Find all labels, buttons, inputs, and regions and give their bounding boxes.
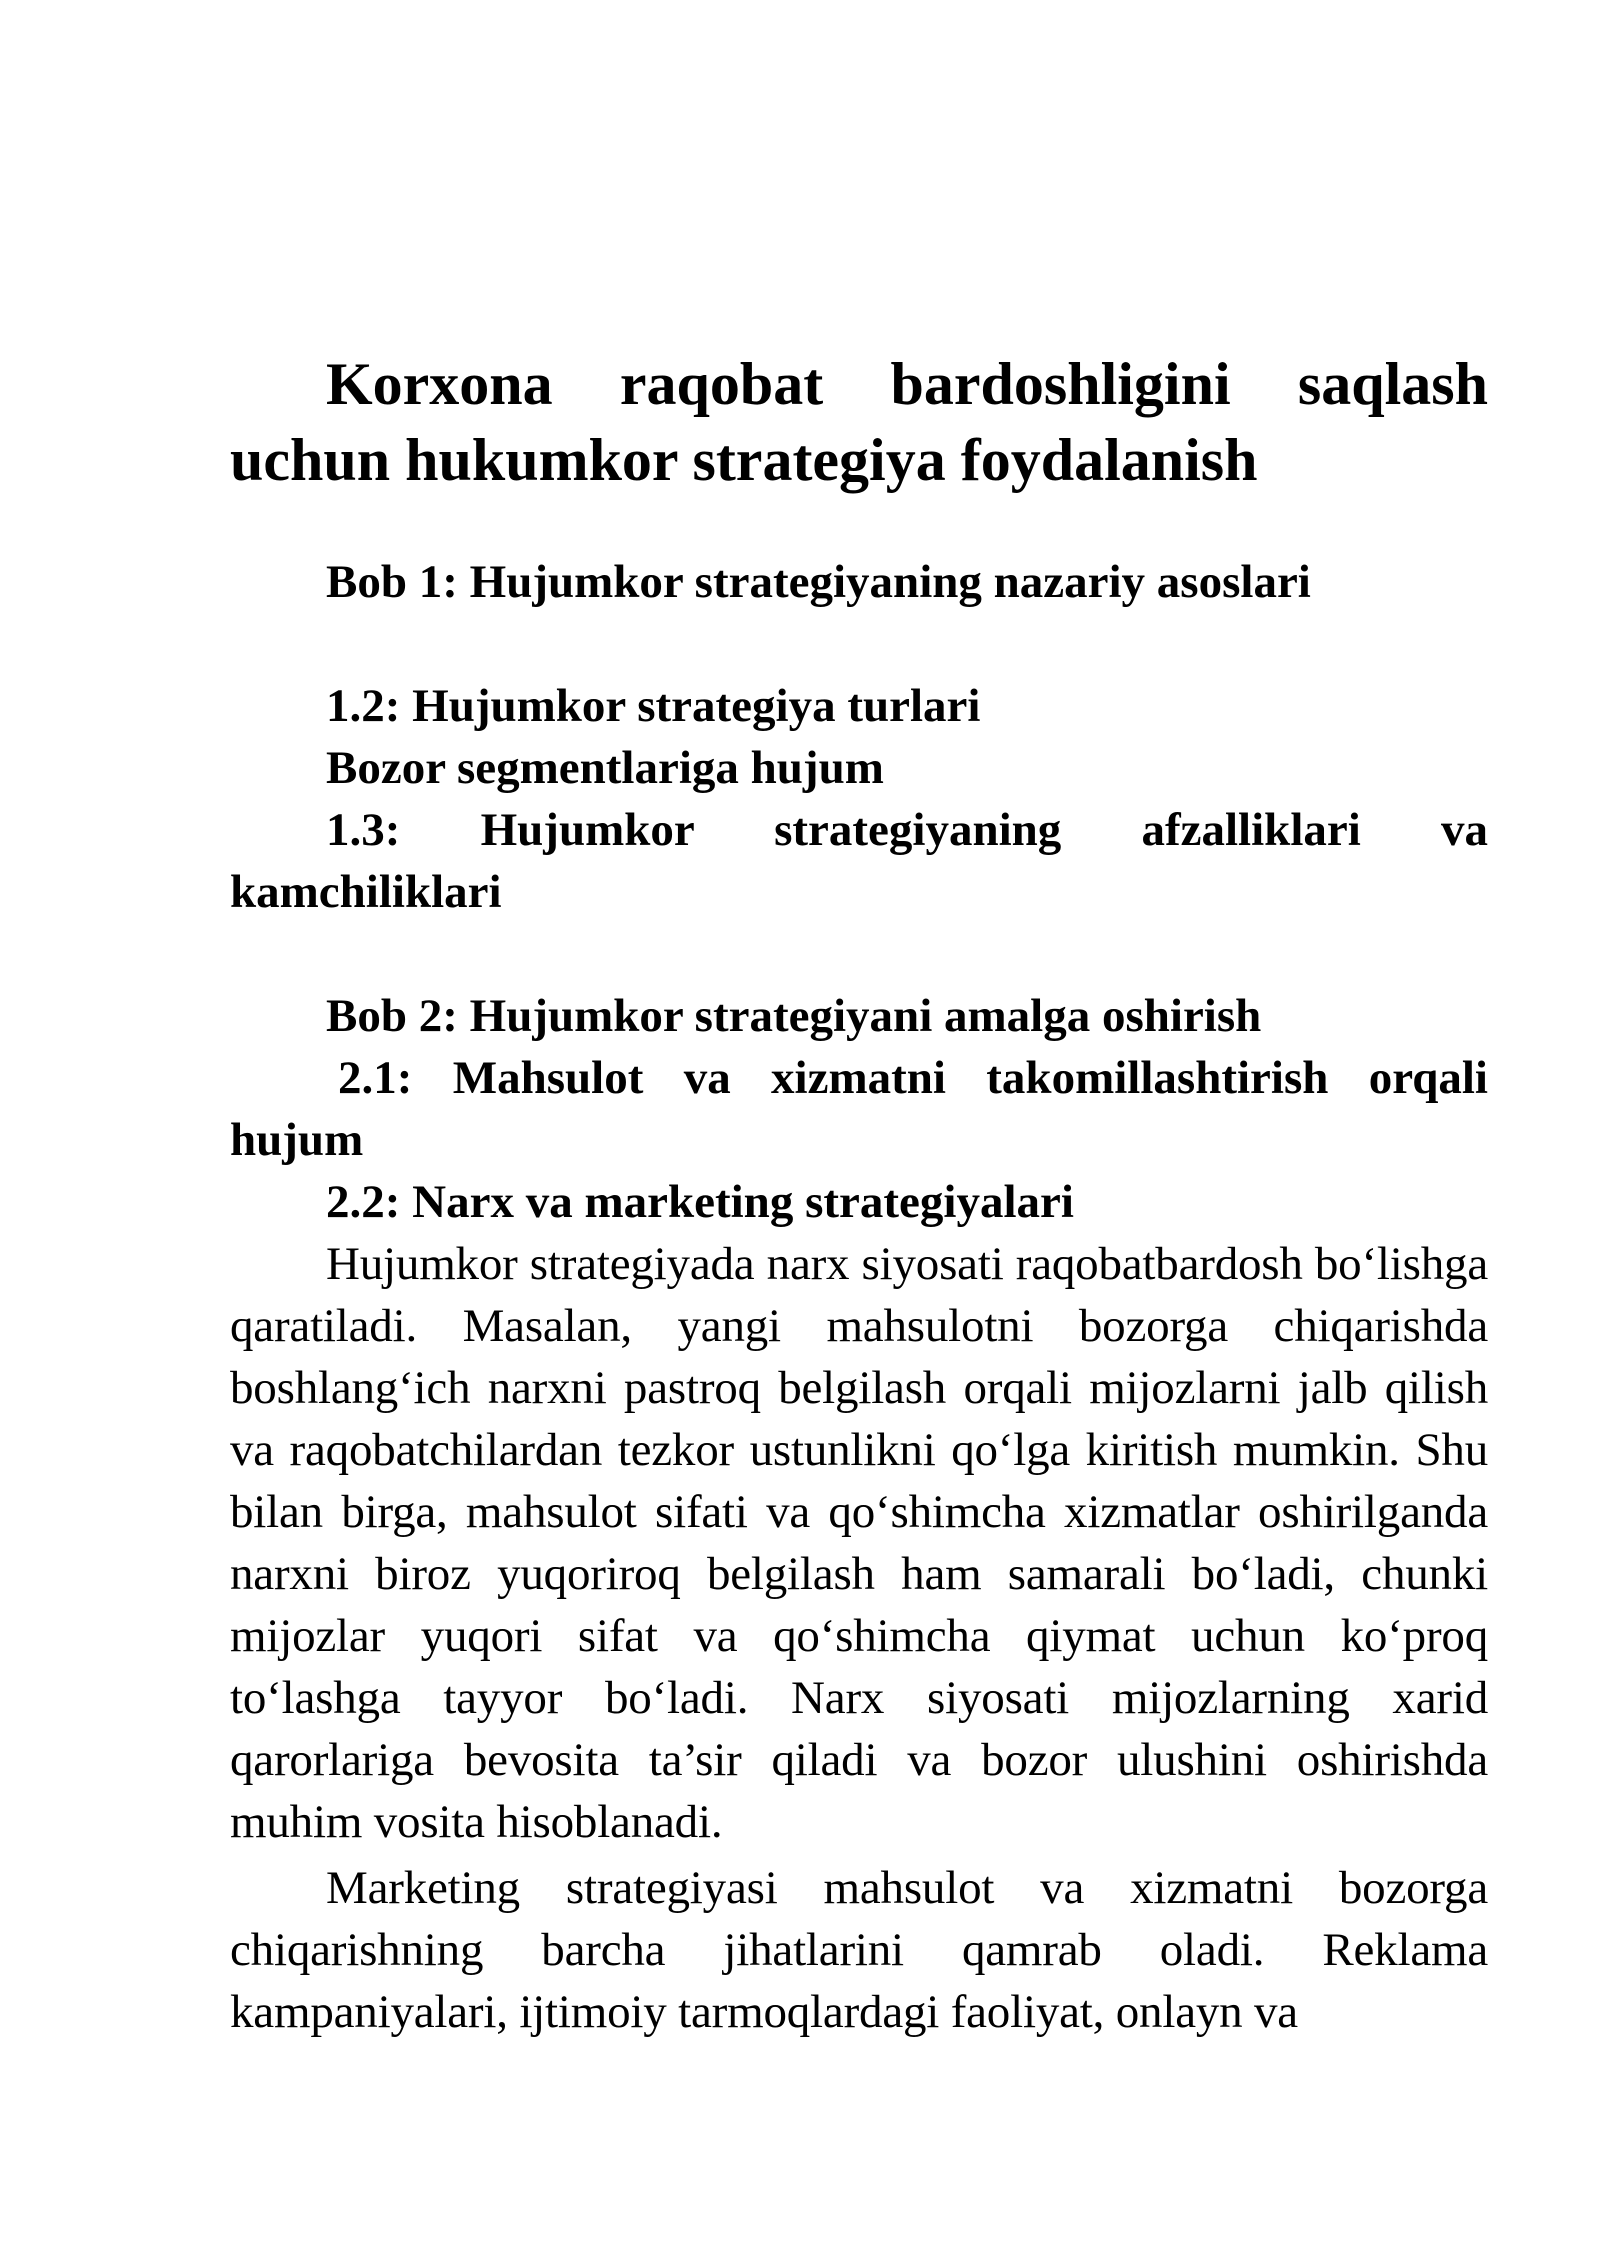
document-title: Korxona raqobat bardoshligini saqlash uchun hukumkor strategiya foydalanish (230, 351, 1488, 493)
section-1-2-heading: 1.2: Hujumkor strategiya turlari (326, 680, 981, 732)
spacer (230, 613, 1488, 675)
chapter-1-heading: Bob 1: Hujumkor strategiyaning nazariy asoslari (326, 556, 1311, 608)
section-2-2-heading: 2.2: Narx va marketing strategiyalari (326, 1176, 1074, 1228)
spacer (230, 923, 1488, 985)
subsection-market-heading: Bozor segmentlariga hujum (326, 742, 884, 794)
chapter-2-heading: Bob 2: Hujumkor strategiyani amalga oshirish (326, 990, 1262, 1042)
section-2-1-heading: 2.1: Mahsulot va xizmatni takomillashtirish orqali hujum (230, 1052, 1488, 1166)
body-paragraph-2: Marketing strategiyasi mahsulot va xizmatni bozorga chiqarishning barcha jihatlarini qamrab oladi. Reklama kampaniyalari, ijtimoiy tarmoqlardagi faoliyat, onlayn va (230, 1862, 1488, 2038)
body-paragraph-1: Hujumkor strategiyada narx siyosati raqobatbardosh bo‘lishga qaratiladi. Masalan, yangi mahsulotni bozorga chiqarishda boshlang‘ich narxni pastroq belgilash orqali mijozlarni jalb qilish va raqobatchilardan tezkor ustunlikni qo‘lga kiritish mumkin. Shu bilan birga, mahsulot sifati va qo‘shimcha xizmatlar oshirilganda narxni biroz yuqoriroq belgilash ham samarali bo‘ladi, chunki mijozlar yuqori sifat va qo‘shimcha qiymat uchun ko‘proq to‘lashga tayyor bo‘ladi. Narx siyosati mijozlarning xarid qarorlariga bevosita ta’sir qiladi va bozor ulushini oshirishda muhim vosita hisoblanadi. (230, 1238, 1488, 1848)
section-1-3-heading: 1.3: Hujumkor strategiyaning afzalliklari va kamchiliklari (230, 804, 1488, 918)
